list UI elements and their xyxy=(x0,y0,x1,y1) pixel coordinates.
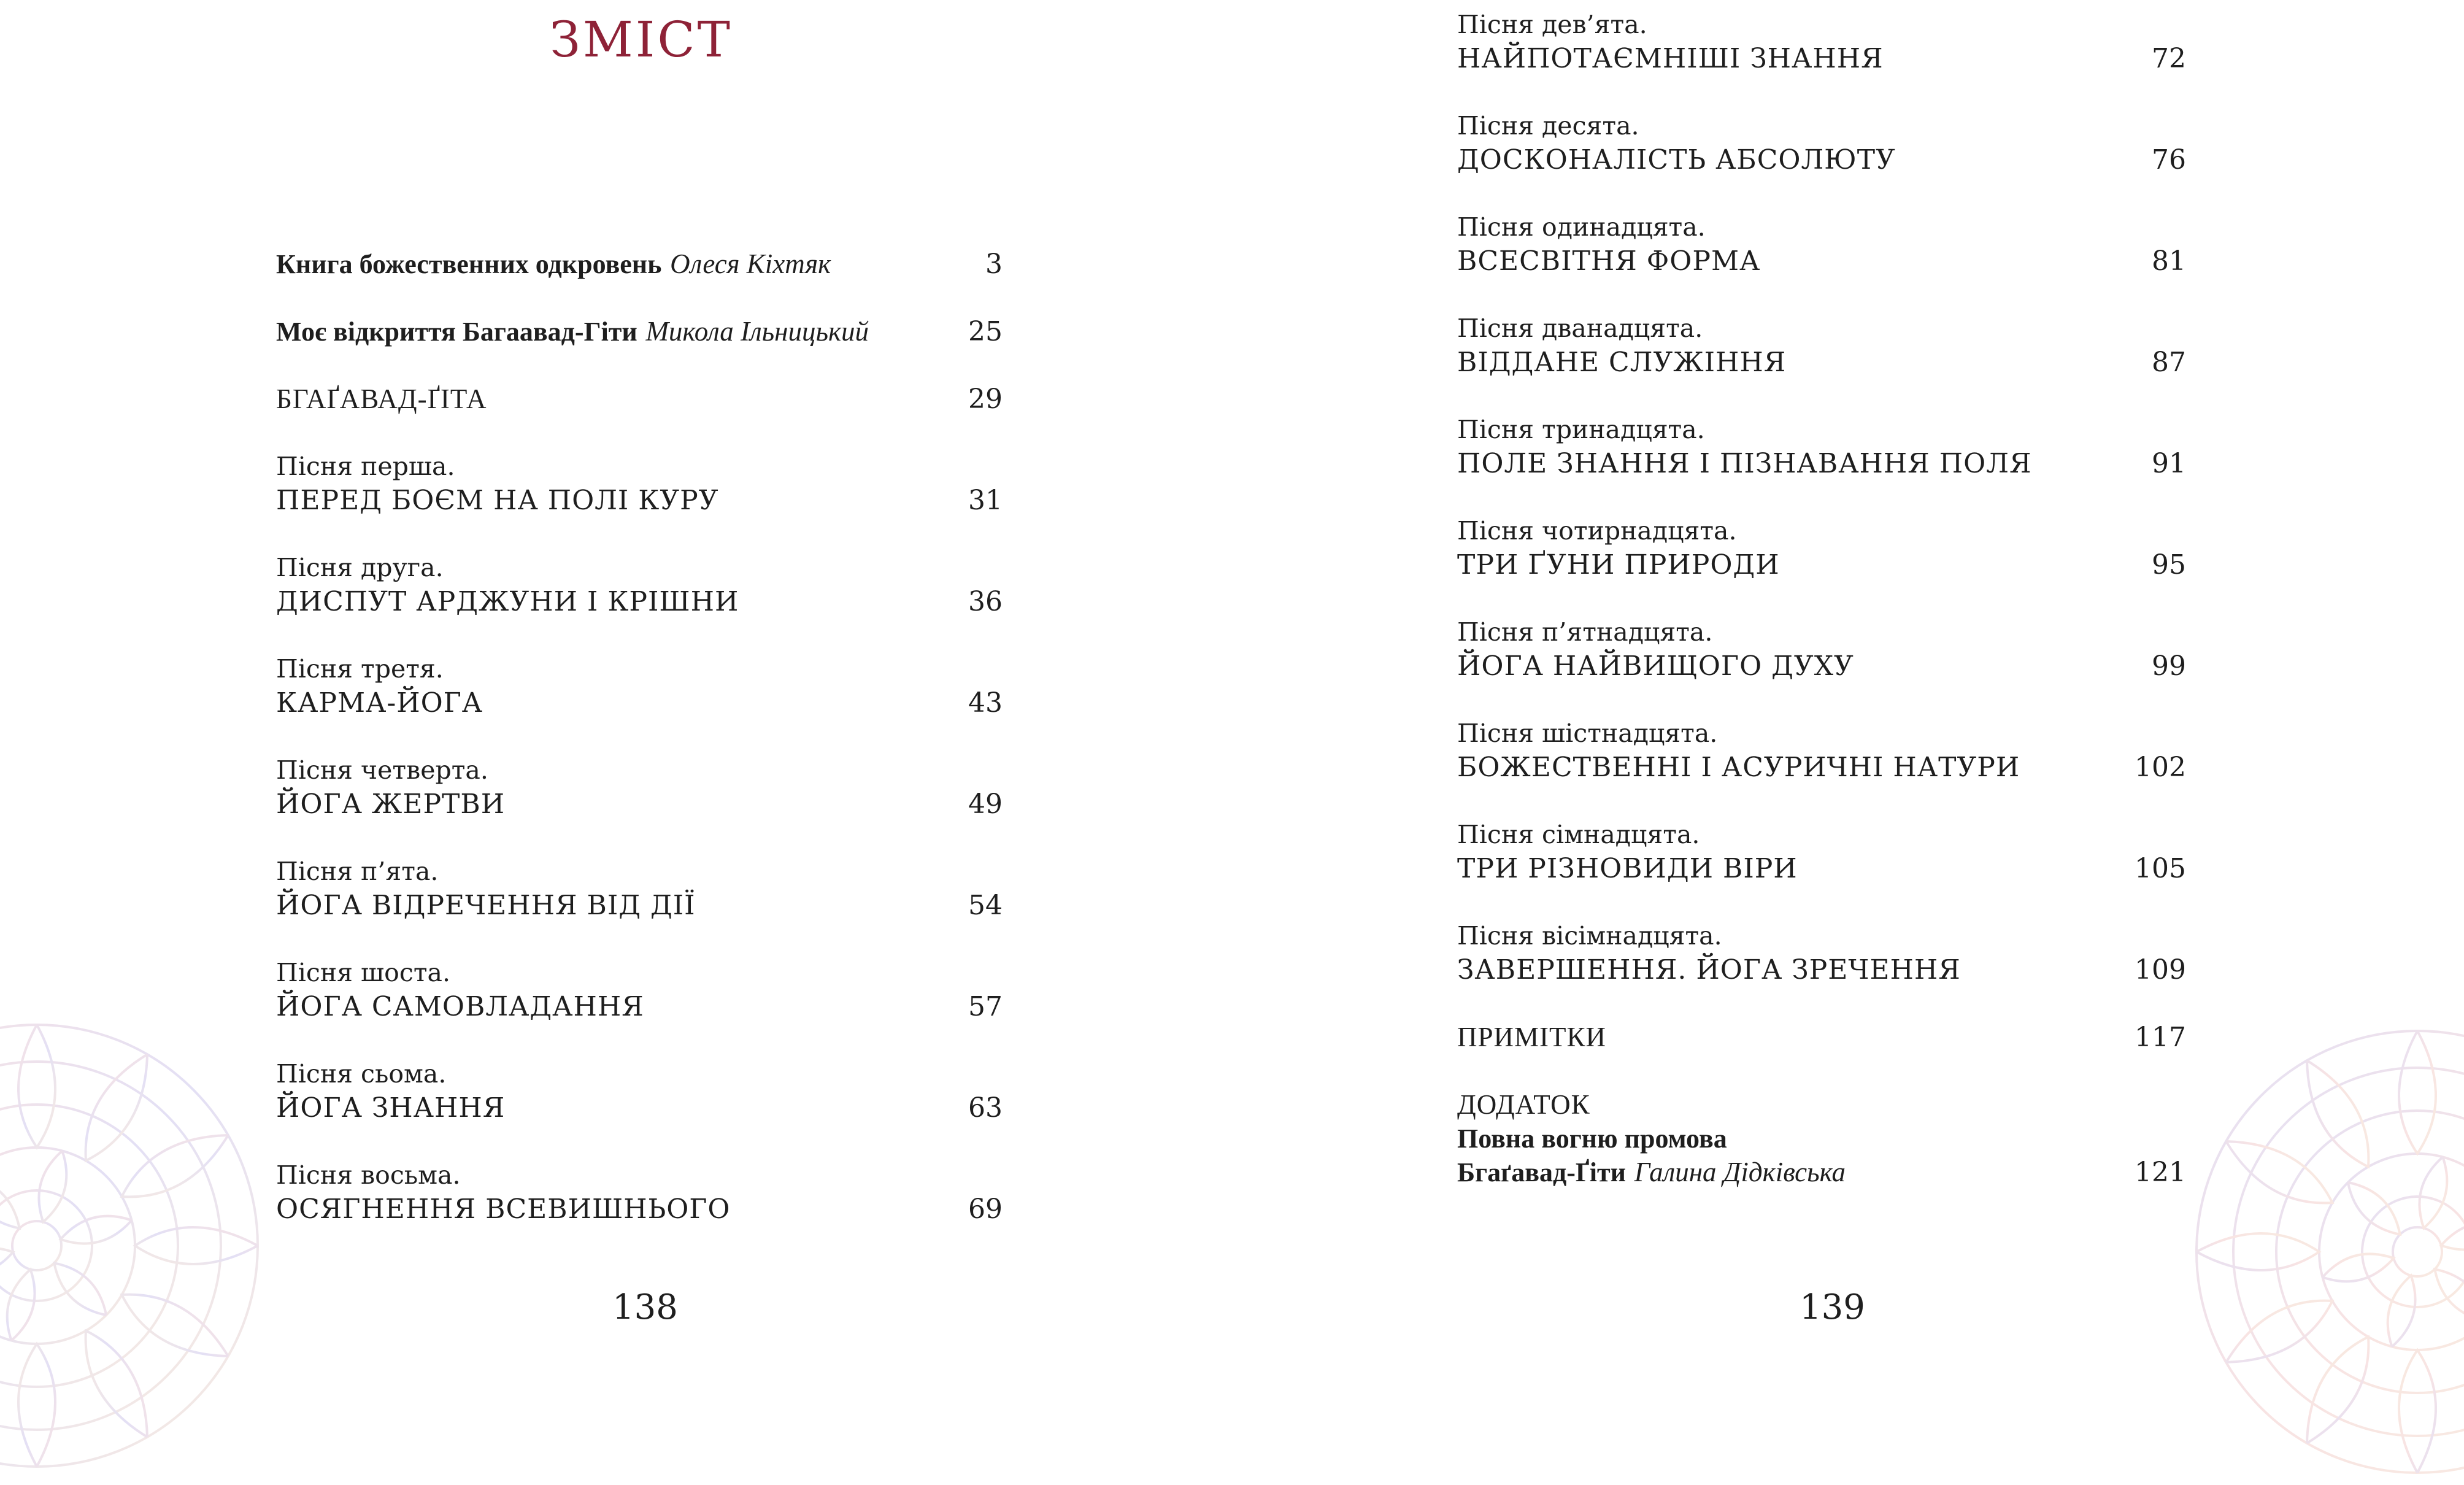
entry-subtitle: Пісня чотирнадцята. xyxy=(1457,516,1737,546)
toc-entry[interactable] xyxy=(276,1057,1003,1125)
entry-subtitle: Пісня п’ятнадцята. xyxy=(1457,617,1713,647)
toc-entry[interactable] xyxy=(276,551,1003,619)
toc-entry[interactable] xyxy=(276,450,1003,517)
entry-page-number: 57 xyxy=(968,991,1003,1022)
entry-page-number: 31 xyxy=(968,485,1003,516)
toc-entry[interactable] xyxy=(1457,1020,2186,1054)
toc-entry[interactable] xyxy=(276,315,1003,349)
entry-author: Микола Ільницький xyxy=(645,316,869,347)
entry-subtitle: Пісня шістнадцята. xyxy=(1457,719,1718,748)
entry-title: ДИСПУТ АРДЖУНИ І КРІШНИ xyxy=(276,586,739,617)
left-page xyxy=(0,0,1232,1441)
toc-entry[interactable] xyxy=(276,754,1003,821)
entry-page-number: 54 xyxy=(968,890,1003,921)
entry-page-number: 25 xyxy=(968,316,1003,347)
entry-subtitle: Пісня шоста. xyxy=(276,958,450,987)
toc-entry[interactable] xyxy=(1457,413,2186,480)
entry-title: ЙОГА САМОВЛАДАННЯ xyxy=(276,991,644,1022)
entry-page-number: 76 xyxy=(2152,144,2186,176)
toc-entry[interactable] xyxy=(276,855,1003,922)
toc-entry[interactable] xyxy=(1457,1088,2186,1190)
entry-subtitle: Пісня дев’ята. xyxy=(1457,10,1647,39)
toc-entry[interactable] xyxy=(1457,312,2186,379)
entry-title: БОЖЕСТВЕННІ І АСУРИЧНІ НАТУРИ xyxy=(1457,752,2020,783)
entry-page-number: 49 xyxy=(968,789,1003,820)
entry-subtitle: Пісня десята. xyxy=(1457,111,1639,141)
right-page xyxy=(1232,0,2464,1441)
entry-page-number: 105 xyxy=(2135,853,2186,884)
entry-title: БГАҐАВАД-ҐІТА xyxy=(276,384,487,414)
entry-page-number: 72 xyxy=(2152,43,2186,74)
entry-title: ЙОГА НАЙВИЩОГО ДУХУ xyxy=(1457,650,1854,682)
toc-entry[interactable] xyxy=(276,247,1003,282)
entry-page-number: 43 xyxy=(968,687,1003,719)
entry-subtitle: Пісня сімнадцята. xyxy=(1457,820,1700,849)
entry-subtitle: Пісня п’ята. xyxy=(276,857,439,886)
toc-entry[interactable] xyxy=(1457,8,2186,75)
entry-title: Бгаґавад-Ґіти xyxy=(1457,1157,1626,1187)
entry-subtitle: Пісня восьма. xyxy=(276,1160,461,1190)
toc-entry[interactable] xyxy=(1457,919,2186,987)
entry-subtitle: ДОДАТОК xyxy=(1457,1089,1590,1120)
toc-entry[interactable] xyxy=(1457,210,2186,278)
page-number: 138 xyxy=(612,1287,678,1327)
entry-subtitle: Пісня дванадцята. xyxy=(1457,314,1703,343)
entry-page-number: 36 xyxy=(968,586,1003,617)
toc-entry[interactable] xyxy=(1457,514,2186,582)
entry-subtitle: Пісня перша. xyxy=(276,452,455,481)
toc-entry[interactable] xyxy=(1457,717,2186,784)
entry-page-number: 87 xyxy=(2152,347,2186,378)
entry-subtitle: Пісня четверта. xyxy=(276,755,488,785)
entry-author: Галина Дідківська xyxy=(1634,1157,1846,1187)
entry-title: ОСЯГНЕННЯ ВСЕВИШНЬОГО xyxy=(276,1194,731,1225)
entry-title: ТРИ РІЗНОВИДИ ВІРИ xyxy=(1457,853,1798,884)
toc-entry[interactable] xyxy=(276,382,1003,416)
entry-title-line: Повна вогню промова xyxy=(1457,1124,1727,1154)
entry-page-number: 29 xyxy=(968,384,1003,415)
page-number: 139 xyxy=(1800,1287,1865,1327)
entry-title: Моє відкриття Багаавад-Гіти xyxy=(276,317,637,347)
toc-entry[interactable] xyxy=(276,1159,1003,1226)
entry-title: Книга божественних одкровень xyxy=(276,249,662,279)
entry-page-number: 95 xyxy=(2152,549,2186,580)
entry-title: ЙОГА ВІДРЕЧЕННЯ ВІД ДІЇ xyxy=(276,890,696,921)
toc-entry[interactable] xyxy=(276,956,1003,1024)
entry-page-number: 91 xyxy=(2152,448,2186,479)
entry-subtitle: Пісня друга. xyxy=(276,553,444,582)
toc-entry[interactable] xyxy=(276,652,1003,720)
entry-title: ТРИ ҐУНИ ПРИРОДИ xyxy=(1457,549,1780,580)
entry-page-number: 109 xyxy=(2135,954,2186,986)
entry-subtitle: Пісня одинадцята. xyxy=(1457,212,1706,242)
entry-title: ЙОГА ЗНАННЯ xyxy=(276,1092,506,1124)
entry-author: Олеся Кіхтяк xyxy=(670,249,831,279)
entry-subtitle: Пісня сьома. xyxy=(276,1059,447,1089)
entry-page-number: 81 xyxy=(2152,245,2186,277)
entry-page-number: 69 xyxy=(968,1194,1003,1225)
entry-title: ПОЛЕ ЗНАННЯ І ПІЗНАВАННЯ ПОЛЯ xyxy=(1457,448,2032,479)
entry-page-number: 121 xyxy=(2135,1157,2186,1188)
entry-page-number: 3 xyxy=(985,249,1003,280)
entry-subtitle: Пісня тринадцята. xyxy=(1457,415,1705,444)
entry-title: ПРИМІТКИ xyxy=(1457,1022,1607,1052)
entry-subtitle: Пісня третя. xyxy=(276,654,444,684)
entry-title: ВІДДАНЕ СЛУЖІННЯ xyxy=(1457,347,1787,378)
entry-page-number: 99 xyxy=(2152,650,2186,682)
entry-title: НАЙПОТАЄМНІШІ ЗНАННЯ xyxy=(1457,43,1884,74)
entry-title: ВСЕСВІТНЯ ФОРМА xyxy=(1457,245,1761,277)
toc-entry[interactable] xyxy=(1457,818,2186,885)
toc-entry[interactable] xyxy=(1457,615,2186,683)
entry-subtitle: Пісня вісімнадцята. xyxy=(1457,921,1722,951)
entry-title: ЙОГА ЖЕРТВИ xyxy=(276,789,506,820)
entry-title: ЗАВЕРШЕННЯ. ЙОГА ЗРЕЧЕННЯ xyxy=(1457,954,1961,986)
toc-title: ЗМІСТ xyxy=(550,11,733,68)
entry-page-number: 102 xyxy=(2135,752,2186,783)
entry-title: ПЕРЕД БОЄМ НА ПОЛІ КУРУ xyxy=(276,485,719,516)
entry-page-number: 63 xyxy=(968,1092,1003,1124)
entry-page-number: 117 xyxy=(2135,1022,2186,1053)
toc-entry[interactable] xyxy=(1457,109,2186,177)
entry-title: ДОСКОНАЛІСТЬ АБСОЛЮТУ xyxy=(1457,144,1896,176)
entry-title: КАРМА-ЙОГА xyxy=(276,687,483,719)
